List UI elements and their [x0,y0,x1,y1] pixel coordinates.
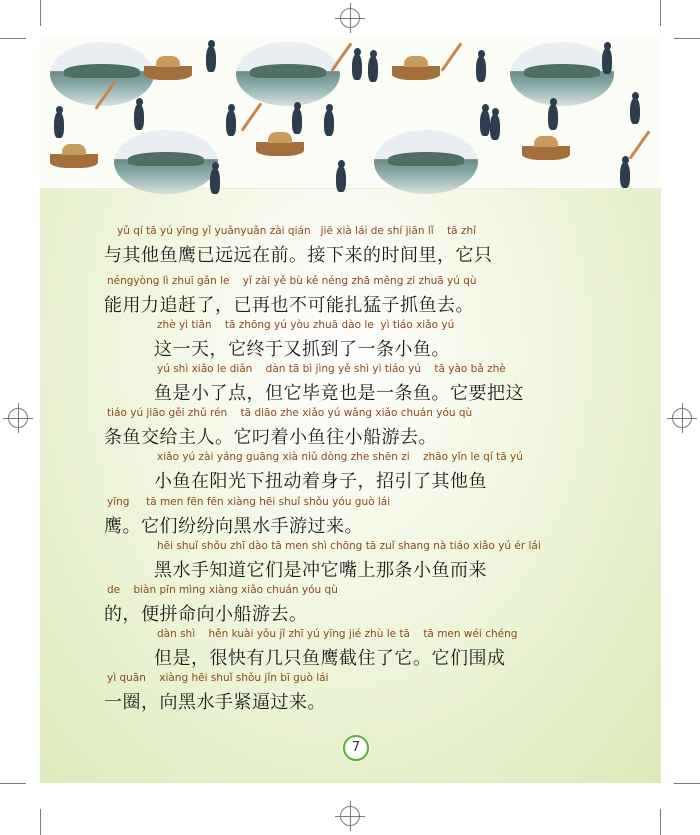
lake-vignette [374,130,478,194]
hanzi-line: 与其他鱼鹰已远远在前。接下来的时间里，它只 [104,245,493,266]
boat [256,142,304,156]
pinyin-line: xiǎo yú zài yáng guāng xià niǔ dòng zhe shēn zi zhāo yǐn le qí tā yú [157,451,523,463]
crop-mark [674,38,700,39]
pinyin-line: zhè yì tiān tā zhōng yú yòu zhuā dào le yì tiáo xiǎo yú [157,319,455,331]
cormorant [226,110,236,136]
cormorant [336,166,346,192]
hanzi-line: 但是，很快有几只鱼鹰截住了它。它们围成 [154,648,506,669]
crop-mark [674,783,700,784]
hanzi-line: 一圈，向黑水手紧逼过来。 [104,692,326,713]
crop-mark [0,783,26,784]
cormorant [210,168,220,194]
cormorant [54,112,64,138]
cormorant [490,114,500,140]
registration-mark [672,408,692,428]
pinyin-line: hēi shuǐ shǒu zhī dào tā men shì chōng tā zuǐ shang nà tiáo xiǎo yú ér lái [157,540,541,552]
boat [50,154,98,168]
cormorant [206,46,216,72]
cormorant [324,110,334,136]
cormorant [352,54,362,80]
book-page [40,38,661,783]
oar [331,42,353,72]
crop-mark [0,38,26,39]
cormorant [134,104,144,130]
cormorant [292,108,302,134]
hanzi-line: 的，便拼命向小船游去。 [104,604,308,625]
cormorant [630,98,640,124]
hanzi-line: 鹰。它们纷纷向黑水手游过来。 [104,516,363,537]
crop-mark [660,809,661,835]
lake-vignette [114,130,218,194]
boat [522,146,570,160]
hanzi-line: 小鱼在阳光下扭动着身子，招引了其他鱼 [154,471,487,492]
lake-vignette [236,42,340,106]
pinyin-line: de biàn pīn mìng xiàng xiǎo chuán yóu qù [107,584,338,596]
cormorant [368,56,378,82]
pinyin-line: néngyòng lì zhuī gǎn le yǐ zài yě bù kě néng zhā měng zi zhuā yú qù [107,275,477,287]
hanzi-line: 能用力追赶了，已再也不可能扎猛子抓鱼去。 [104,295,474,316]
registration-mark [340,8,360,28]
lake-vignette [510,42,614,106]
crop-mark [660,0,661,26]
boat [392,66,440,80]
crop-mark [40,0,41,26]
crop-mark [40,809,41,835]
oar [629,130,651,160]
cormorant [602,48,612,74]
illustration-banner [40,38,661,189]
pinyin-line: yì quān xiàng hēi shuǐ shǒu jǐn bī guò lái [107,672,329,684]
hanzi-line: 鱼是小了点，但它毕竟也是一条鱼。它要把这 [154,383,524,404]
cormorant [548,104,558,130]
boat [144,66,192,80]
hanzi-line: 条鱼交给主人。它叼着小鱼往小船游去。 [104,427,437,448]
pinyin-line: yú shì xiǎo le diǎn dàn tā bì jìng yě shì yì tiáo yú tā yào bǎ zhè [157,363,506,375]
hanzi-line: 这一天，它终于又抓到了一条小鱼。 [154,339,450,360]
registration-mark [340,806,360,826]
cormorant [476,56,486,82]
registration-mark [8,408,28,428]
oar [441,42,463,72]
hanzi-line: 黑水手知道它们是冲它嘴上那条小鱼而来 [154,560,487,581]
cormorant [620,162,630,188]
pinyin-line: yīng tā men fēn fēn xiàng hēi shuǐ shǒu yóu guò lái [107,496,391,508]
pinyin-line: tiáo yú jiāo gěi zhǔ rén tā diāo zhe xiǎo yú wǎng xiǎo chuán yóu qù [107,407,473,419]
oar [241,102,263,132]
page-number: 7 [343,735,369,761]
pinyin-line: dàn shì hěn kuài yǒu jǐ zhī yú yīng jié zhù le tā tā men wéi chéng [157,628,518,640]
pinyin-line: yǔ qí tā yú yīng yǐ yuǎnyuǎn zài qián jiē xià lái de shí jiān lǐ tā zhǐ [117,225,477,237]
cormorant [480,110,490,136]
